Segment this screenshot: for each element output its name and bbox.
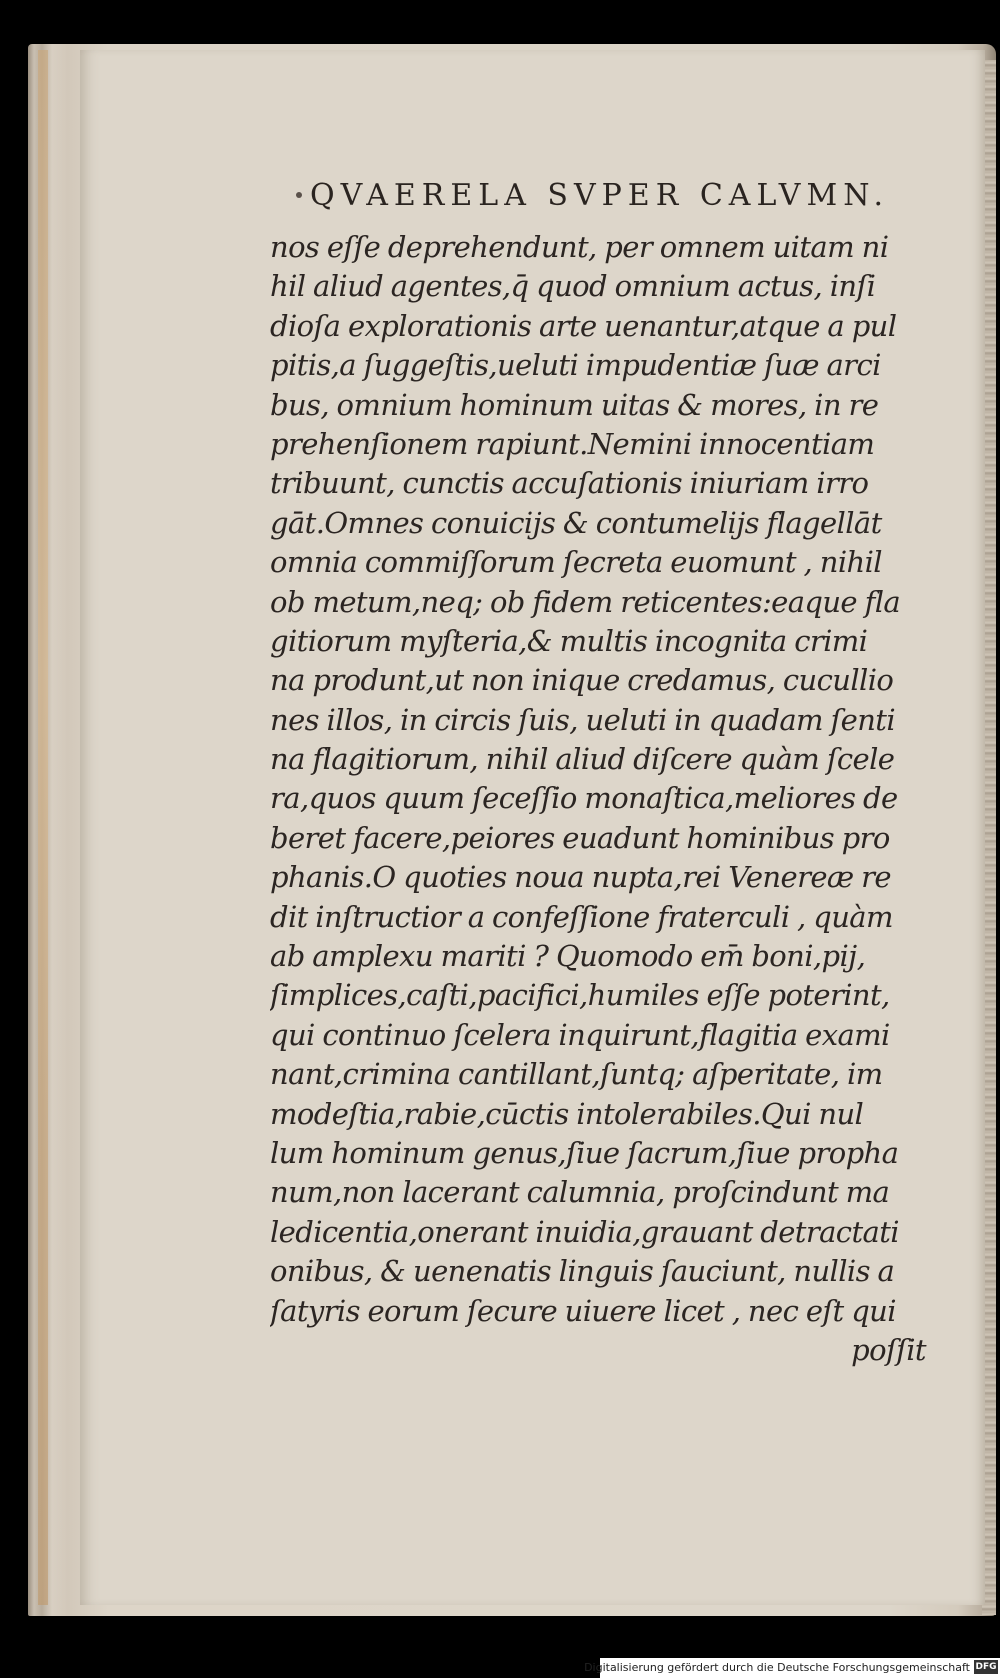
text-line: qui continuo ſcelera inquirunt,flagitia exami <box>270 1017 890 1052</box>
text-line: hil aliud agentes,q̄ quod omnium actus, inſi <box>270 269 876 304</box>
text-line: pitis,a ſuggeſtis,ueluti impudentiæ ſuæ arci <box>270 348 881 383</box>
text-line: tribuunt, cunctis accuſationis iniuriam irro <box>270 466 869 501</box>
text-line: lum hominum genus,ſiue ſacrum,ſiue propha <box>270 1135 899 1170</box>
text-line: modeſtia,rabie,cūctis intolerabiles.Qui nul <box>270 1096 864 1131</box>
running-head-ornament <box>296 192 302 198</box>
text-line: bus, omnium hominum uitas & mores, in re <box>270 387 879 422</box>
digitization-credit: Digitalisierung gefördert durch die Deutsche Forschungsgemeinschaft <box>584 1661 970 1674</box>
text-line: num,non lacerant calumnia, proſcindunt ma <box>270 1175 890 1210</box>
dfg-logo-icon: DFG <box>975 1662 997 1672</box>
text-line: ledicentia,onerant inuidia,grauant detractati <box>270 1214 899 1249</box>
body-text <box>270 228 936 1370</box>
text-line: prehenſionem rapiunt.Nemini innocentiam <box>270 426 875 461</box>
text-line: na produnt,ut non inique credamus, cucullio <box>270 663 894 698</box>
text-line: ſimplices,caſti,pacifici,humiles eſſe poterint, <box>270 978 890 1013</box>
catchword: poſſit <box>851 1332 926 1367</box>
text-line: beret facere,peiores euadunt hominibus pro <box>270 820 890 855</box>
text-line: ob metum,neq; ob fidem reticentes:eaque fla <box>270 584 901 619</box>
running-head: QVAERELA SVPER CALVMN. <box>310 178 890 213</box>
text-line: gāt.Omnes conuicijs & contumelijs flagellāt <box>270 505 882 540</box>
text-line: gitiorum myſteria,& multis incognita crimi <box>270 623 868 658</box>
text-line: nos eſſe deprehendunt, per omnem uitam ni <box>270 230 889 264</box>
text-line: na flagitiorum, nihil aliud diſcere quàm ſcele <box>270 742 895 777</box>
text-line: dit inſtructior a confeſſione fraterculi , quàm <box>270 899 893 934</box>
text-line: omnia commiſſorum ſecreta euomunt , nihil <box>270 545 882 580</box>
text-line: nant,crimina cantillant,ſuntq; aſperitate, im <box>270 1057 883 1092</box>
text-line: nes illos, in circis ſuis, ueluti in quadam ſenti <box>270 702 896 737</box>
text-line: ra,quos quum ſeceſſio monaſtica,meliores de <box>270 781 898 816</box>
text-line: onibus, & uenenatis linguis ſauciunt, nullis a <box>270 1254 895 1289</box>
text-line: ſatyris eorum ſecure uiuere licet , nec eſt qui <box>270 1293 896 1328</box>
text-line: ab amplexu mariti ? Quomodo em̄ boni,pij, <box>270 939 866 974</box>
text-line: dioſa explorationis arte uenantur,atque a pul <box>270 308 897 343</box>
text-line: phanis.O quoties noua nupta,rei Venereæ re <box>270 860 891 895</box>
